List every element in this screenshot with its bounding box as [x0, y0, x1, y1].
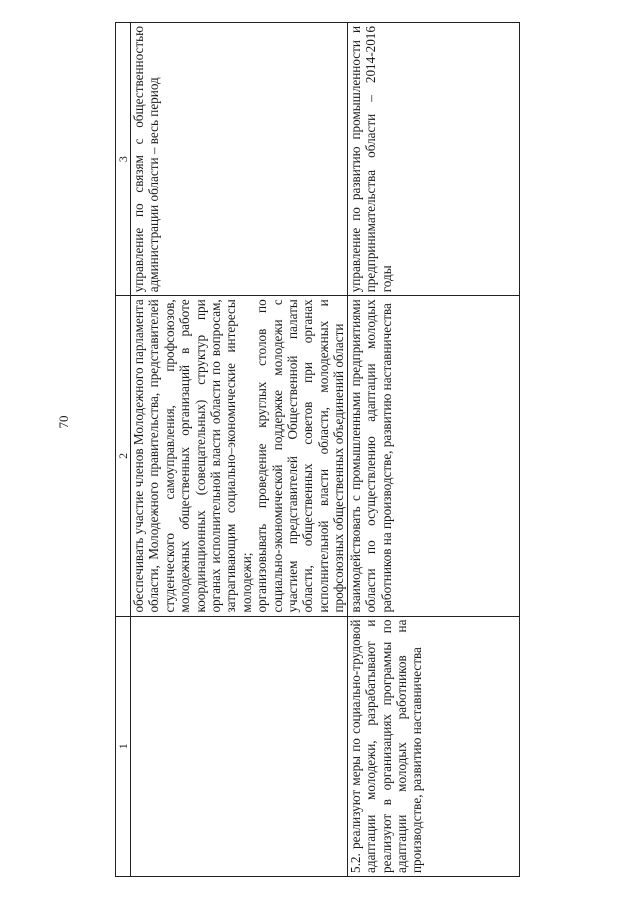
row1-action-paragraph-1: обеспечивать участие членов Молодежного парламента области, Молодежного правительства, представителей студенческого самоуправления, профсоюзов, молодежных общественных организаций в работе координационных (совещательных) структур при органах исполнительной власти области по вопросам, затрагивающим социально–экономические интересы молодежи;	[131, 299, 254, 613]
column-header-2: 2	[116, 296, 131, 616]
page-number: 70	[56, 415, 71, 429]
rotated-page-content	[115, 22, 520, 877]
column-header-3: 3	[116, 23, 131, 296]
table-row	[347, 23, 519, 877]
row1-actions-cell	[131, 296, 348, 616]
table-row	[131, 23, 348, 877]
row2-responsible-cell: управление по развитию промышленности и предпринимательства области – 2014-2016 годы	[347, 23, 519, 296]
measures-table	[115, 22, 520, 877]
row1-measure-cell	[131, 616, 348, 876]
row2-measure-cell: 5.2. реализуют меры по социально-трудовой адаптации молодежи, разрабатывают и реализуют в организациях программы по адаптации молодых работников на производстве, развитию наставничества	[347, 616, 519, 876]
row1-responsible-cell: управление по связям с общественностью администрации области – весь период	[131, 23, 348, 296]
row1-action-paragraph-2: организовывать проведение круглых столов по социально-экономической поддержке молодежи с участием представителей Общественной палаты области, общественных советов при органах исполнительной власти области, молодежных и профсоюзных общественных объединений области	[254, 299, 347, 613]
table-header-row	[116, 23, 131, 877]
column-header-1: 1	[116, 616, 131, 876]
row2-actions-cell: взаимодействовать с промышленными предприятиями области по осуществлению адаптации молодых работников на производстве, развитию наставничества	[347, 296, 519, 616]
